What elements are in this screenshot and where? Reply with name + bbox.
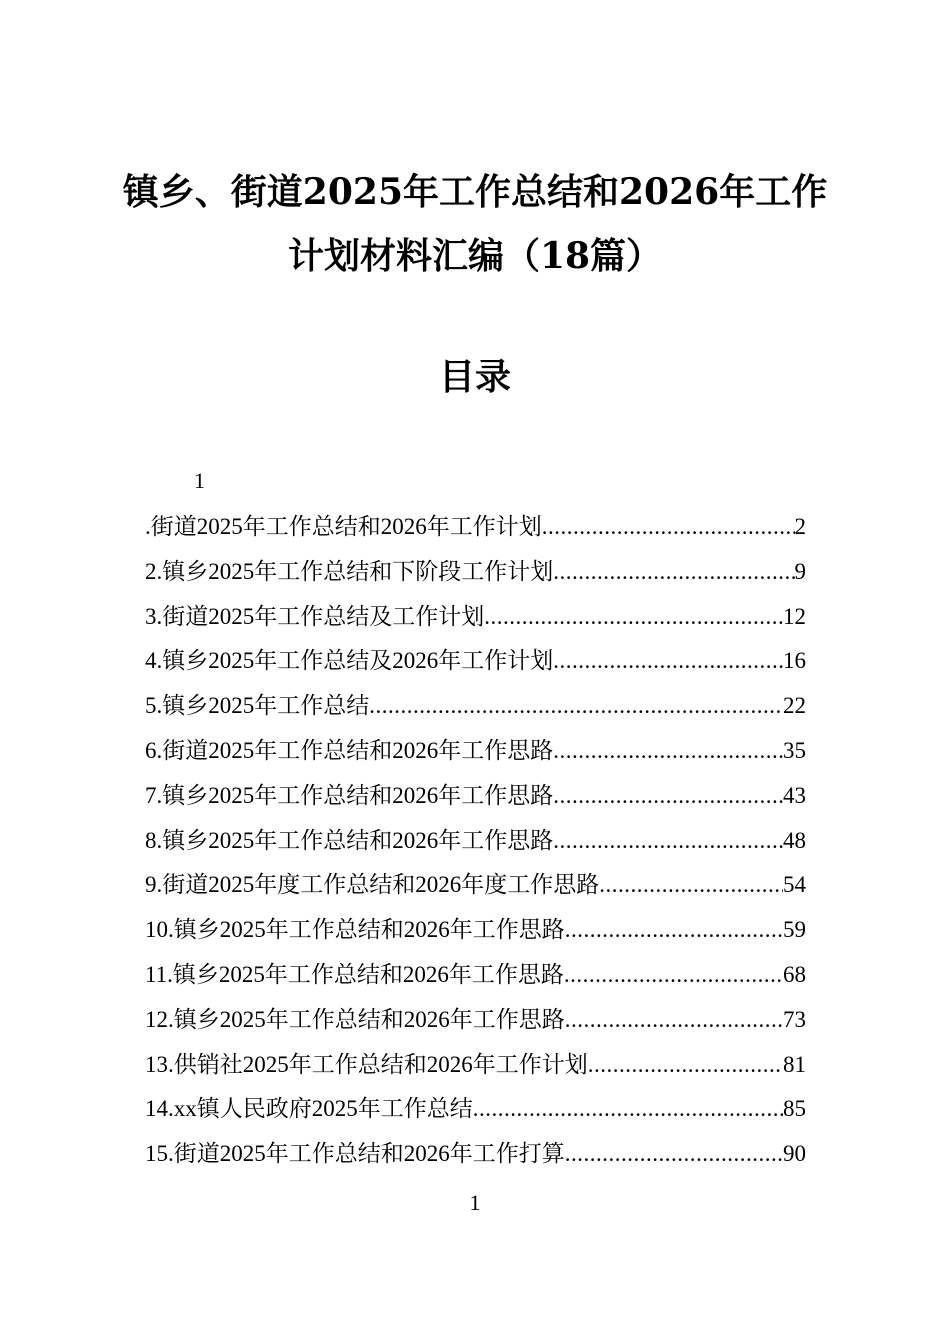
toc-entry-label: 2.镇乡2025年工作总结和下阶段工作计划 [145, 558, 554, 584]
toc-entry-label: .街道2025年工作总结和2026年工作计划 [145, 514, 542, 539]
toc-dot-leader [588, 1043, 783, 1088]
toc-entry-14[interactable] [145, 1087, 806, 1132]
toc-dot-leader [484, 595, 783, 640]
toc-dot-leader [565, 998, 783, 1043]
toc-entry-label: 6.街道2025年工作总结和2026年工作思路 [145, 737, 554, 763]
toc-entry-12[interactable] [145, 998, 806, 1043]
toc-entry-6[interactable] [145, 729, 806, 774]
toc-dot-leader [553, 774, 783, 819]
toc-entry-label: 15.街道2025年工作总结和2026年工作打算 [145, 1141, 565, 1167]
toc-entry-8[interactable] [145, 819, 806, 864]
toc-entry-11[interactable] [145, 953, 806, 998]
toc-entry-page: 54 [783, 872, 806, 898]
toc-entry-13[interactable] [145, 1043, 806, 1088]
toc-entry-label: 3.街道2025年工作总结及工作计划 [145, 603, 485, 629]
toc-entry-page: 59 [783, 917, 806, 943]
toc-entry-label: 12.镇乡2025年工作总结和2026年工作思路 [145, 1006, 565, 1032]
toc-dot-leader [473, 1087, 783, 1132]
toc-entry-page: 2 [794, 514, 806, 539]
toc-entry-label: 7.镇乡2025年工作总结和2026年工作思路 [145, 782, 554, 808]
toc-entry-label: 10.镇乡2025年工作总结和2026年工作思路 [145, 917, 565, 943]
toc-entry-7[interactable] [145, 774, 806, 819]
toc-entry-page: 12 [783, 603, 806, 629]
toc-entry-9[interactable] [145, 863, 806, 908]
toc-entry-label: 4.镇乡2025年工作总结及2026年工作计划 [145, 648, 554, 674]
toc-entry-page: 85 [783, 1096, 806, 1122]
toc-dot-leader [369, 684, 783, 729]
toc-entry-page: 81 [783, 1051, 806, 1077]
toc-entry-10[interactable] [145, 908, 806, 953]
table-of-contents [145, 505, 806, 1177]
toc-dot-leader [565, 908, 783, 953]
page-number: 1 [469, 1190, 481, 1215]
toc-entry-page: 9 [794, 558, 806, 584]
document-title [120, 160, 830, 288]
toc-entry-label: 5.镇乡2025年工作总结 [145, 693, 370, 719]
toc-entry-page: 43 [783, 782, 806, 808]
toc-entry-page: 16 [783, 648, 806, 674]
document-title-line-2: 计划材料汇编（18篇） [287, 235, 663, 277]
toc-dot-leader [553, 639, 783, 684]
toc-dot-leader [565, 1132, 783, 1177]
toc-dot-leader [553, 819, 783, 864]
toc-entry-label: 9.街道2025年度工作总结和2026年度工作思路 [145, 872, 600, 898]
toc-entry-label: 13.供销社2025年工作总结和2026年工作计划 [145, 1051, 588, 1077]
toc-heading: 目录 [438, 356, 511, 398]
toc-entry-page: 48 [783, 827, 806, 853]
document-title-line-1: 镇乡、街道2025年工作总结和2026年工作 [122, 171, 828, 213]
toc-entry-page: 90 [783, 1141, 806, 1167]
toc-entry-page: 35 [783, 737, 806, 763]
toc-dot-leader [564, 953, 783, 998]
toc-entry-page: 22 [783, 693, 806, 719]
toc-entry-3[interactable] [145, 595, 806, 640]
toc-entry-4[interactable] [145, 639, 806, 684]
toc-dot-leader [553, 550, 794, 595]
toc-entry-page: 73 [783, 1006, 806, 1032]
toc-entry-1[interactable] [145, 505, 806, 550]
toc-entry-page: 68 [783, 961, 806, 987]
toc-entry-label: 14.xx镇人民政府2025年工作总结 [145, 1096, 473, 1122]
toc-first-number: 1 [194, 468, 205, 493]
toc-entry-label: 11.镇乡2025年工作总结和2026年工作思路 [145, 961, 564, 987]
toc-dot-leader [542, 505, 795, 550]
toc-entry-15[interactable] [145, 1132, 806, 1177]
toc-entry-2[interactable] [145, 550, 806, 595]
toc-entry-label: 8.镇乡2025年工作总结和2026年工作思路 [145, 827, 554, 853]
toc-entry-5[interactable] [145, 684, 806, 729]
toc-dot-leader [553, 729, 783, 774]
toc-dot-leader [599, 863, 783, 908]
